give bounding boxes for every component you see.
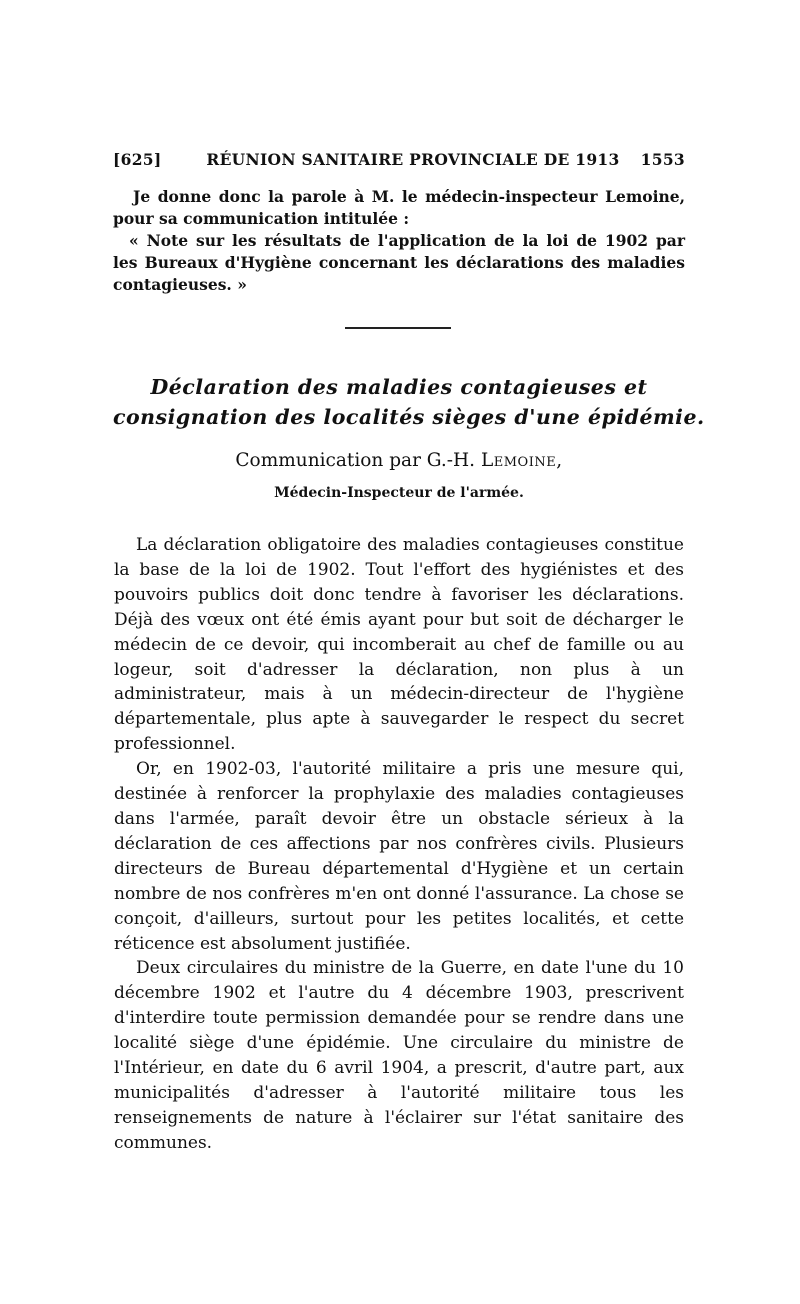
intro-block (113, 186, 685, 296)
author-affiliation: Médecin-Inspecteur de l'armée. (274, 485, 524, 501)
author-name: Lemoine, (480, 450, 563, 471)
intro-quote: « Note sur les résultats de l'application de la loi de 1902 par les Bureaux d'Hygiène concernant les déclarations des maladies contagieuses. » (113, 231, 685, 294)
title-line-2: consignation des localités sièges d'une épidémie. (113, 405, 705, 429)
section-divider (345, 327, 451, 329)
title-line-1: Déclaration des maladies contagieuses et (150, 375, 648, 399)
running-title: RÉUNION SANITAIRE PROVINCIALE DE 1913 (206, 150, 620, 169)
page-reference: [625] (113, 150, 162, 169)
body-paragraph-1: La déclaration obligatoire des maladies contagieuses constitue la base de la loi de 1902. Tout l'effort des hygiénistes et des pouvoirs publics doit donc tendre à favoriser les déclarations. Déjà des vœux ont été émis ayant pour but soit de décharger le médecin de ce devoir, qui incomberait au chef de famille ou au logeur, soit d'adresser la déclaration, non plus à un administrateur, mais à un médecin-directeur de l'hygiène départementale, plus apte à sauvegarder le respect du secret professionnel. (114, 535, 684, 755)
intro-paragraph: Je donne donc la parole à M. le médecin-inspecteur Lemoine, pour sa communication intitulée : (113, 187, 685, 228)
page-number: 1553 (640, 150, 685, 169)
article-body (114, 533, 684, 1156)
body-paragraph-2: Or, en 1902-03, l'autorité militaire a pris une mesure qui, destinée à renforcer la prophylaxie des maladies contagieuses dans l'armée, paraît devoir être un obstacle sérieux à la déclaration de ces affections par nos confrères civils. Plusieurs directeurs de Bureau départemental d'Hygiène et un certain nombre de nos confrères m'en ont donné l'assurance. La chose se conçoit, d'ailleurs, surtout pour les petites localités, et cette réticence est absolument justifiée. (114, 759, 684, 954)
article-title (113, 372, 705, 432)
running-header (113, 150, 685, 172)
communication-byline (113, 448, 685, 474)
communication-prefix: Communication par G.-H. (235, 450, 481, 471)
body-paragraph-3: Deux circulaires du ministre de la Guerre, en date l'une du 10 décembre 1902 et l'autre du 4 décembre 1903, prescrivent d'interdire toute permission demandée pour se rendre dans une localité siège d'une épidémie. Une circulaire du ministre de l'Intérieur, en date du 6 avril 1904, a prescrit, d'autre part, aux municipalités d'adresser à l'autorité militaire tous les renseignements de nature à l'éclairer sur l'état sanitaire des communes. (114, 958, 684, 1153)
